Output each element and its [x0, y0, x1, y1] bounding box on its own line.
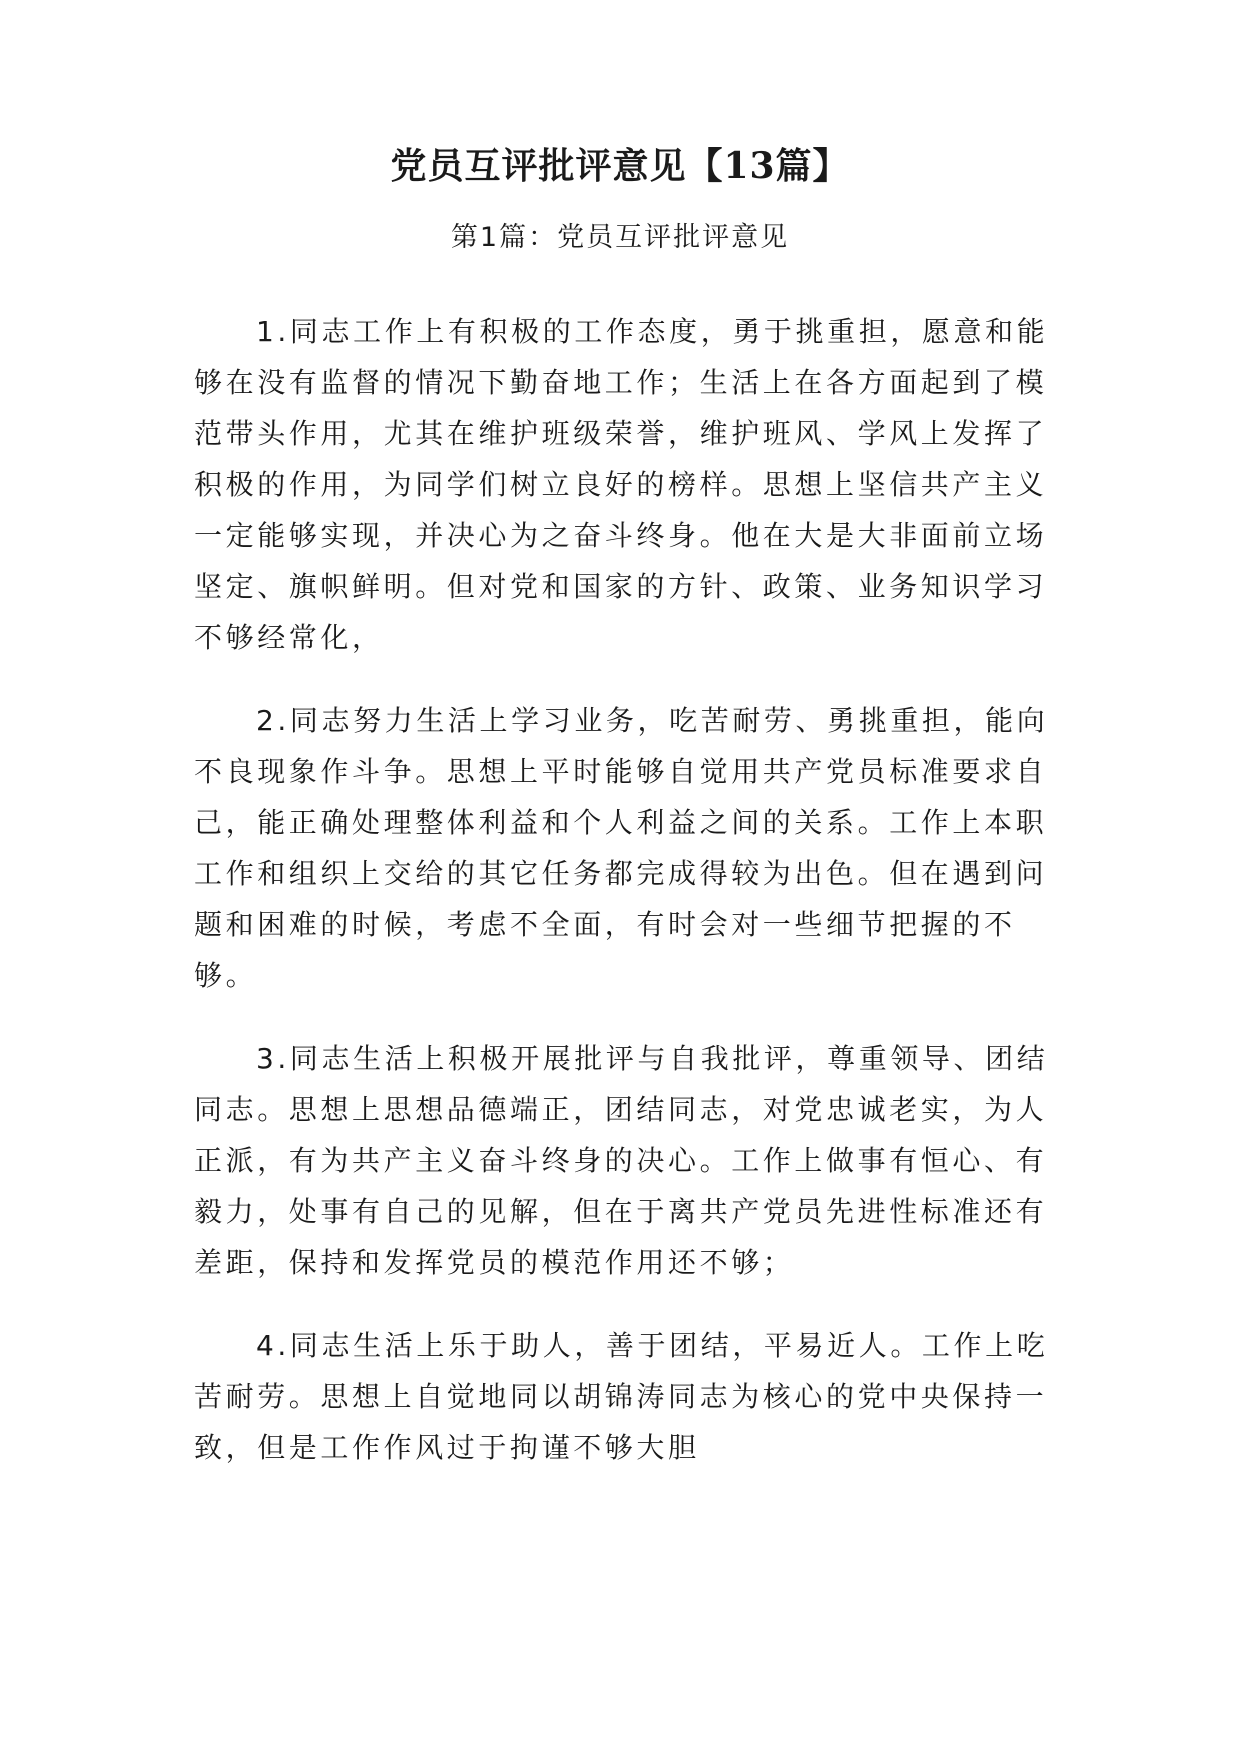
paragraph: 3.同志生活上积极开展批评与自我批评，尊重领导、团结同志。思想上思想品德端正，团结同志，对党忠诚老实，为人正派，有为共产主义奋斗终身的决心。工作上做事有恒心、有毅力，处事有自己的见解，但在于离共产党员先进性标准还有差距，保持和发挥党员的模范作用还不够； — [194, 1042, 1049, 1279]
paragraph: 2.同志努力生活上学习业务，吃苦耐劳、勇挑重担，能向不良现象作斗争。思想上平时能够自觉用共产党员标准要求自己，能正确处理整体利益和个人利益之间的关系。工作上本职工作和组织上交给的其它任务都完成得较为出色。但在遇到问题和困难的时候，考虑不全面，有时会对一些细节把握的不够。 — [194, 704, 1049, 992]
document-title: 党员互评批评意见【13篇】 — [390, 145, 850, 187]
document-body — [194, 306, 1074, 1505]
paragraph: 1.同志工作上有积极的工作态度，勇于挑重担，愿意和能够在没有监督的情况下勤奋地工作；生活上在各方面起到了模范带头作用，尤其在维护班级荣誉，维护班风、学风上发挥了积极的作用，为同学们树立良好的榜样。思想上坚信共产主义一定能够实现，并决心为之奋斗终身。他在大是大非面前立场坚定、旗帜鲜明。但对党和国家的方针、政策、业务知识学习不够经常化， — [194, 315, 1049, 654]
paragraph: 4.同志生活上乐于助人，善于团结，平易近人。工作上吃苦耐劳。思想上自觉地同以胡锦涛同志为核心的党中央保持一致，但是工作作风过于拘谨不够大胆 — [194, 1329, 1049, 1464]
document-subtitle: 第1篇：党员互评批评意见 — [450, 222, 790, 253]
